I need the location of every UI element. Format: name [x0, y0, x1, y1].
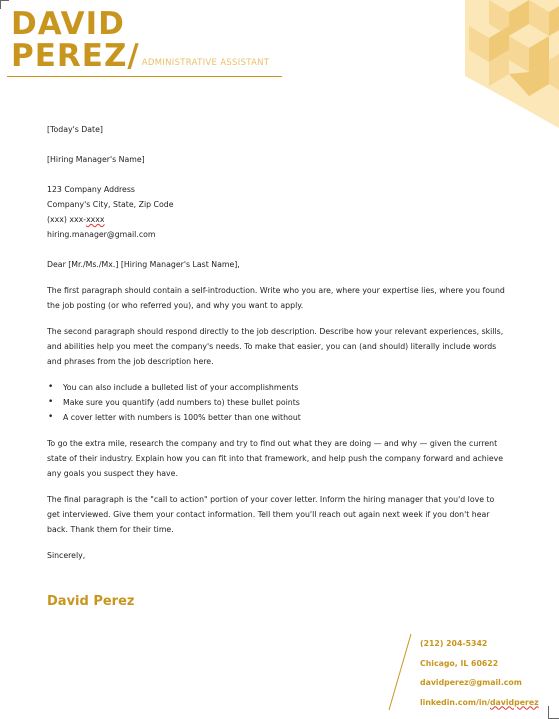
contact-linkedin[interactable]: linkedin.com/in/davidperez — [420, 697, 539, 707]
list-item: • You can also include a bulleted list of your accomplishments — [63, 380, 509, 395]
signature-name: David Perez — [47, 594, 135, 609]
page-corner-mark-top-left — [0, 0, 9, 9]
closing: Sincerely, — [47, 551, 86, 560]
contact-divider-slash — [385, 632, 415, 712]
manager-name: [Hiring Manager's Name] — [47, 155, 145, 164]
list-item: • A cover letter with numbers is 100% better than one without — [63, 410, 509, 425]
paragraph-4: The final paragraph is the "call to action" portion of your cover letter. Inform the hiring manager that you'd love to get interviewed. Give them your contact information. Tell them you'll reach out again next week if you don't hear back. Thank them for their time. — [47, 495, 495, 534]
contact-phone[interactable]: (212) 204-5342 — [420, 639, 488, 648]
salutation: Dear [Mr./Ms./Mx.] [Hiring Manager's Last Name], — [47, 260, 240, 269]
job-title: ADMINISTRATIVE ASSISTANT — [141, 58, 270, 68]
address-line-1: 123 Company Address — [47, 185, 135, 194]
contact-block — [420, 634, 539, 712]
manager-email: hiring.manager@gmail.com — [47, 230, 156, 239]
first-name: DAVID — [11, 6, 125, 42]
decorative-cube-pattern — [459, 0, 559, 128]
contact-location: Chicago, IL 60622 — [420, 658, 499, 668]
letter-date: [Today's Date] — [47, 125, 103, 134]
manager-phone: (xxx) xxx-xxxx — [47, 215, 105, 224]
paragraph-3: To go the extra mile, research the company and try to find out what they are doing — and why — given the current state of their industry. Explain how you can fit into that framework, and help push the company forward and achieve any goals you suspect they have. — [47, 439, 504, 478]
letter-body — [47, 122, 509, 563]
last-name: PEREZ/ — [11, 38, 140, 74]
contact-email[interactable]: davidperez@gmail.com — [420, 678, 522, 687]
paragraph-2: The second paragraph should respond directly to the job description. Describe how your relevant experiences, skills, and abilities help you meet the company's needs. To make that easier, you can (and should) literally include words and phrases from the job description here. — [47, 327, 504, 366]
accomplishment-list — [47, 380, 509, 425]
spellcheck-marked-text: xxxx — [86, 215, 105, 224]
spellcheck-marked-text: davidperez — [489, 697, 539, 707]
page-corner-mark-bottom-right — [548, 706, 559, 719]
address-line-2: Company's City, State, Zip Code — [47, 200, 174, 209]
list-item: • Make sure you quantify (add numbers to) these bullet points — [63, 395, 509, 410]
header-divider — [7, 76, 282, 77]
name-header — [11, 8, 269, 72]
paragraph-1: The first paragraph should contain a self-introduction. Write who you are, where your expertise lies, where you found the job posting (or who referred you), and why you want to apply. — [47, 286, 505, 310]
